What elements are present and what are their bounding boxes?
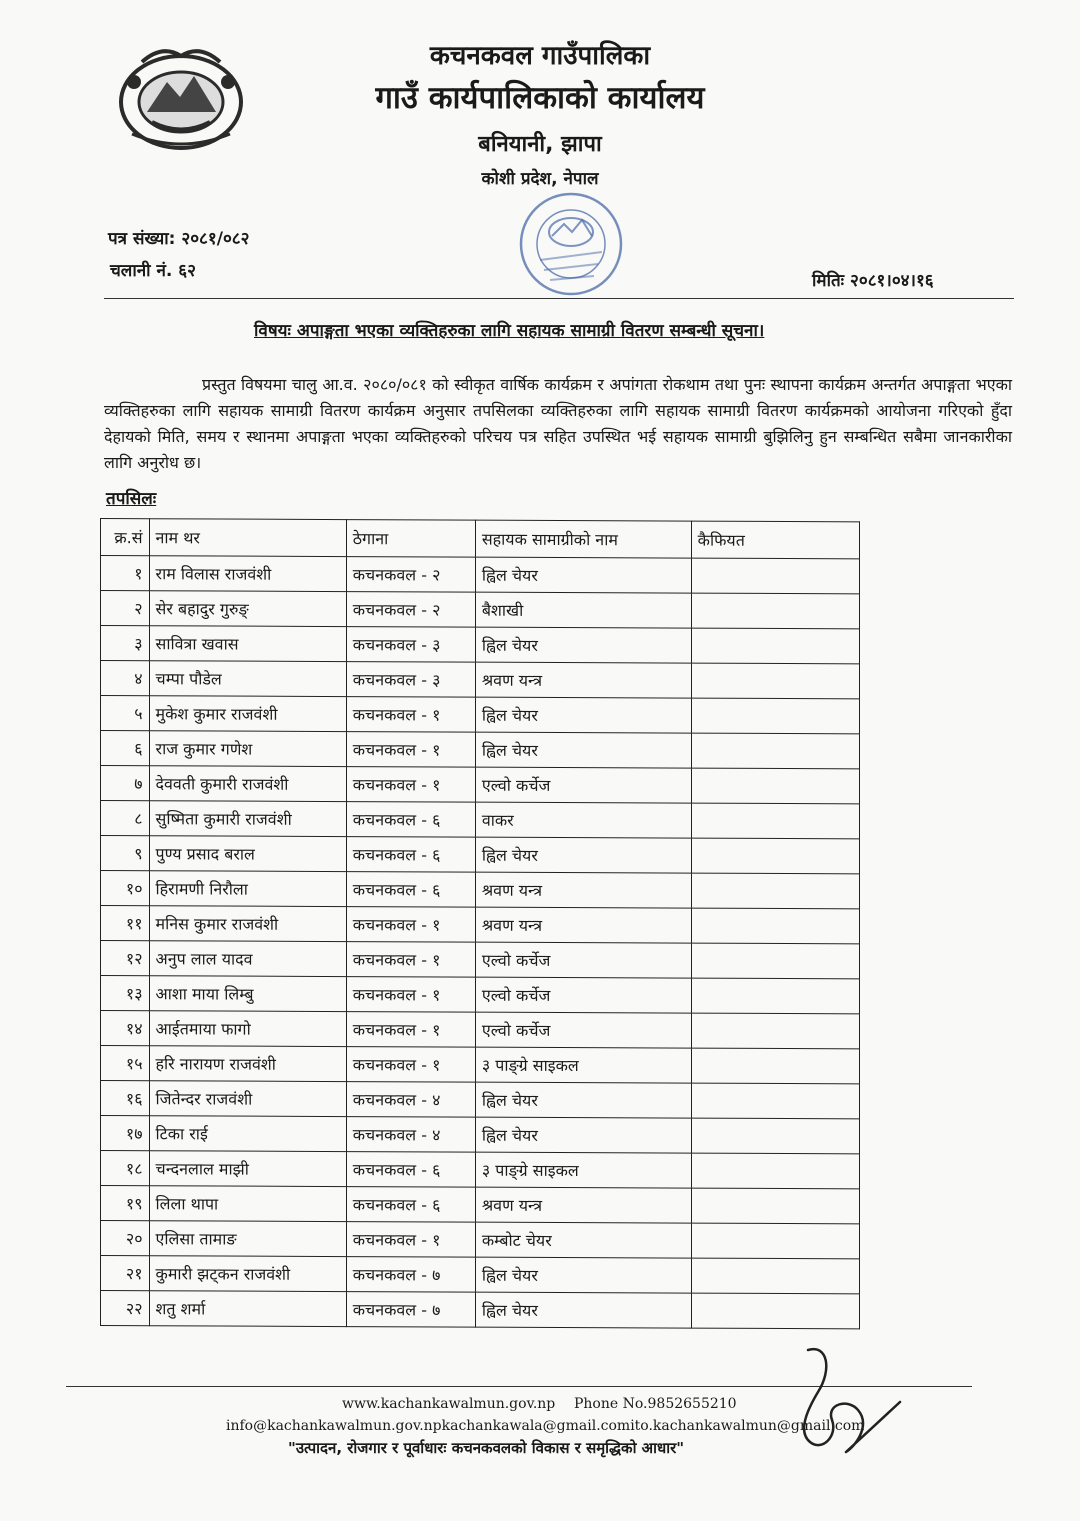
cell-remarks [691, 768, 859, 804]
cell-serial: ५ [101, 696, 150, 731]
cell-address: कचनकवल - १ [346, 907, 475, 943]
cell-equipment: ह्विल चेयर [475, 837, 691, 873]
cell-remarks [691, 1013, 859, 1049]
cell-address: कचनकवल - ६ [346, 1187, 475, 1223]
cell-serial: १६ [101, 1081, 150, 1116]
table-row [101, 1186, 860, 1224]
cell-name: एलिसा तामाङ [149, 1221, 346, 1257]
province-name: कोशी प्रदेश, नेपाल [481, 169, 599, 189]
table-row [101, 731, 860, 769]
cell-address: कचनकवल - ७ [346, 1257, 475, 1293]
cell-remarks [691, 838, 859, 874]
cell-name: पुण्य प्रसाद बराल [149, 836, 346, 872]
cell-remarks [691, 803, 859, 839]
cell-serial: ३ [101, 626, 150, 661]
cell-serial: १४ [101, 1011, 150, 1046]
cell-serial: १७ [101, 1116, 150, 1151]
cell-address: कचनकवल - १ [346, 1012, 475, 1048]
table-row [101, 976, 860, 1014]
table-row [101, 1291, 860, 1329]
cell-address: कचनकवल - १ [346, 732, 475, 768]
cell-remarks [691, 733, 859, 769]
cell-equipment: श्रवण यन्त्र [475, 907, 691, 943]
table-row [101, 1081, 860, 1119]
cell-name: जितेन्दर राजवंशी [149, 1081, 346, 1117]
cell-serial: १२ [101, 941, 150, 976]
cell-equipment: वाकर [475, 802, 691, 838]
cell-address: कचनकवल - १ [346, 942, 475, 978]
table-row [101, 1256, 860, 1294]
col-name: नाम थर [149, 519, 346, 557]
cell-equipment: कम्बोट चेयर [475, 1222, 691, 1258]
table-row [101, 591, 860, 629]
col-serial: क्र.सं [101, 519, 150, 556]
email-addresses[interactable]: info@kachankawalmun.gov.npkachankawala@gmail.comito.kachankawalmun@gmail.com [226, 1418, 865, 1434]
cell-remarks [691, 628, 859, 664]
cell-equipment: ३ पाङ्ग्रे साइकल [475, 1152, 691, 1188]
cell-equipment: ह्विल चेयर [475, 627, 691, 663]
cell-address: कचनकवल - ७ [346, 1292, 475, 1328]
cell-equipment: एल्वो कर्चेज [475, 977, 691, 1013]
dispatch-number: चलानी नं. ६२ [110, 261, 196, 281]
table-row [101, 1116, 860, 1154]
cell-name: हिरामणी निरौला [149, 871, 346, 907]
cell-serial: ११ [101, 906, 150, 941]
cell-serial: १८ [101, 1151, 150, 1186]
cell-name: मनिस कुमार राजवंशी [149, 906, 346, 942]
cell-equipment: श्रवण यन्त्र [475, 1187, 691, 1223]
cell-name: आईतमाया फागो [149, 1011, 346, 1047]
table-row [101, 906, 860, 944]
cell-name: देववती कुमारी राजवंशी [149, 766, 346, 802]
cell-serial: ४ [101, 661, 150, 696]
cell-remarks [691, 978, 859, 1014]
cell-address: कचनकवल - १ [346, 767, 475, 803]
table-row [101, 1046, 860, 1084]
cell-address: कचनकवल - ६ [346, 802, 475, 838]
cell-remarks [691, 943, 859, 979]
table-header-row [101, 519, 860, 559]
beneficiary-table [100, 518, 860, 1329]
cell-serial: १३ [101, 976, 150, 1011]
cell-remarks [691, 1118, 859, 1154]
details-label: तपसिलः [106, 489, 157, 509]
cell-name: मुकेश कुमार राजवंशी [149, 696, 346, 732]
cell-remarks [691, 1048, 859, 1084]
cell-address: कचनकवल - २ [346, 592, 475, 628]
cell-serial: ७ [101, 766, 150, 801]
cell-serial: १९ [101, 1186, 150, 1221]
cell-remarks [691, 1223, 859, 1259]
office-stamp-icon [500, 188, 642, 300]
cell-address: कचनकवल - ४ [346, 1117, 475, 1153]
cell-remarks [691, 1153, 859, 1189]
col-address: ठेगाना [346, 520, 475, 558]
cell-serial: ८ [101, 801, 150, 836]
cell-address: कचनकवल - ६ [346, 837, 475, 873]
cell-remarks [691, 1083, 859, 1119]
cell-remarks [691, 663, 859, 699]
cell-remarks [691, 1258, 859, 1294]
cell-serial: २१ [101, 1256, 150, 1291]
cell-address: कचनकवल - १ [346, 1222, 475, 1258]
phone-number: Phone No.9852655210 [574, 1396, 737, 1412]
table-row [101, 661, 860, 699]
cell-equipment: श्रवण यन्त्र [475, 872, 691, 908]
cell-remarks [691, 558, 859, 594]
letter-date: मितिः २०८१।०४।१६ [812, 271, 934, 291]
cell-address: कचनकवल - ६ [346, 1152, 475, 1188]
cell-name: चम्पा पौडेल [149, 661, 346, 697]
cell-equipment: एल्वो कर्चेज [475, 942, 691, 978]
cell-name: शतु शर्मा [149, 1291, 346, 1327]
office-name: गाउँ कार्यपालिकाको कार्यालय [375, 80, 705, 116]
cell-name: सुष्मिता कुमारी राजवंशी [149, 801, 346, 837]
table-row [101, 1221, 860, 1259]
cell-remarks [691, 1293, 859, 1329]
cell-address: कचनकवल - १ [346, 697, 475, 733]
cell-serial: ६ [101, 731, 150, 766]
cell-equipment: बैशाखी [475, 592, 691, 628]
table-row [101, 941, 860, 979]
cell-equipment: ह्विल चेयर [475, 1257, 691, 1293]
cell-remarks [691, 593, 859, 629]
table-row [101, 696, 860, 734]
cell-equipment: ह्विल चेयर [475, 1117, 691, 1153]
cell-address: कचनकवल - १ [346, 1047, 475, 1083]
signature-icon [788, 1340, 908, 1470]
table-row [101, 626, 860, 664]
cell-name: राज कुमार गणेश [149, 731, 346, 767]
header-divider [104, 298, 1014, 299]
cell-serial: २२ [101, 1291, 150, 1326]
cell-equipment: ह्विल चेयर [475, 557, 691, 593]
cell-name: सावित्रा खवास [149, 626, 346, 662]
cell-serial: ९ [101, 836, 150, 871]
cell-remarks [691, 908, 859, 944]
cell-address: कचनकवल - २ [346, 557, 475, 593]
letter-number: पत्र संख्या: २०८१/०८२ [108, 229, 250, 249]
table-row [101, 801, 860, 839]
municipality-motto: "उत्पादन, रोजगार र पूर्वाधारः कचनकवलको विकास र समृद्धिको आधार" [288, 1439, 685, 1457]
cell-name: हरि नारायण राजवंशी [149, 1046, 346, 1082]
cell-address: कचनकवल - ३ [346, 627, 475, 663]
cell-address: कचनकवल - ४ [346, 1082, 475, 1118]
cell-equipment: ह्विल चेयर [475, 1292, 691, 1328]
cell-equipment: ह्विल चेयर [475, 1082, 691, 1118]
cell-address: कचनकवल - ६ [346, 872, 475, 908]
col-equipment: सहायक सामाग्रीको नाम [475, 520, 691, 558]
notice-body: प्रस्तुत विषयमा चालु आ.व. २०८०/०८१ को स्वीकृत वार्षिक कार्यक्रम र अपांगता रोकथाम तथा पुनः स्थापना कार्यक्रम अन्तर्गत अपाङ्गता भएका व्यक्तिहरुका लागि सहायक सामाग्री वितरण कार्यक्रम अनुसार तपसिलका व्यक्तिहरुका लागि सहायक सामाग्री वितरण कार्यक्रमको आयोजना गरिएको हुँदा देहायको मिति, समय र स्थानमा अपाङ्गता भएका व्यक्तिहरुको परिचय पत्र सहित उपस्थित भई सहायक सामाग्री बुझिलिनु हुन सम्बन्धित सबैमा जानकारीका लागि अनुरोध छ। [104, 375, 1012, 472]
cell-name: आशा माया लिम्बु [149, 976, 346, 1012]
cell-serial: १५ [101, 1046, 150, 1081]
cell-name: राम विलास राजवंशी [149, 556, 346, 592]
cell-address: कचनकवल - ३ [346, 662, 475, 698]
cell-name: लिला थापा [149, 1186, 346, 1222]
col-remarks: कैफियत [691, 521, 859, 559]
cell-remarks [691, 873, 859, 909]
cell-equipment: ३ पाङ्ग्रे साइकल [475, 1047, 691, 1083]
cell-address: कचनकवल - १ [346, 977, 475, 1013]
table-row [101, 1151, 860, 1189]
cell-name: टिका राई [149, 1116, 346, 1152]
cell-equipment: श्रवण यन्त्र [475, 662, 691, 698]
cell-name: कुमारी झट्कन राजवंशी [149, 1256, 346, 1292]
table-row [101, 871, 860, 909]
table-row [101, 836, 860, 874]
table-row [101, 766, 860, 804]
cell-name: अनुप लाल यादव [149, 941, 346, 977]
table-row [101, 1011, 860, 1049]
subject-line: विषयः अपाङ्गता भएका व्यक्तिहरुका लागि सहायक सामाग्री वितरण सम्बन्धी सूचना। [254, 321, 765, 341]
cell-remarks [691, 698, 859, 734]
cell-equipment: एल्वो कर्चेज [475, 767, 691, 803]
cell-serial: २ [101, 591, 150, 626]
municipality-name: कचनकवल गाउँपालिका [429, 41, 651, 71]
cell-remarks [691, 1188, 859, 1224]
cell-name: सेर बहादुर गुरुङ् [149, 591, 346, 627]
cell-serial: १ [101, 556, 150, 591]
office-location: बनियानी, झापा [478, 132, 602, 157]
cell-serial: २० [101, 1221, 150, 1256]
cell-equipment: ह्विल चेयर [475, 697, 691, 733]
cell-name: चन्दनलाल माझी [149, 1151, 346, 1187]
cell-equipment: एल्वो कर्चेज [475, 1012, 691, 1048]
website-link[interactable]: www.kachankawalmun.gov.np [342, 1396, 556, 1412]
cell-serial: १० [101, 871, 150, 906]
cell-equipment: ह्विल चेयर [475, 732, 691, 768]
table-row [101, 556, 860, 594]
